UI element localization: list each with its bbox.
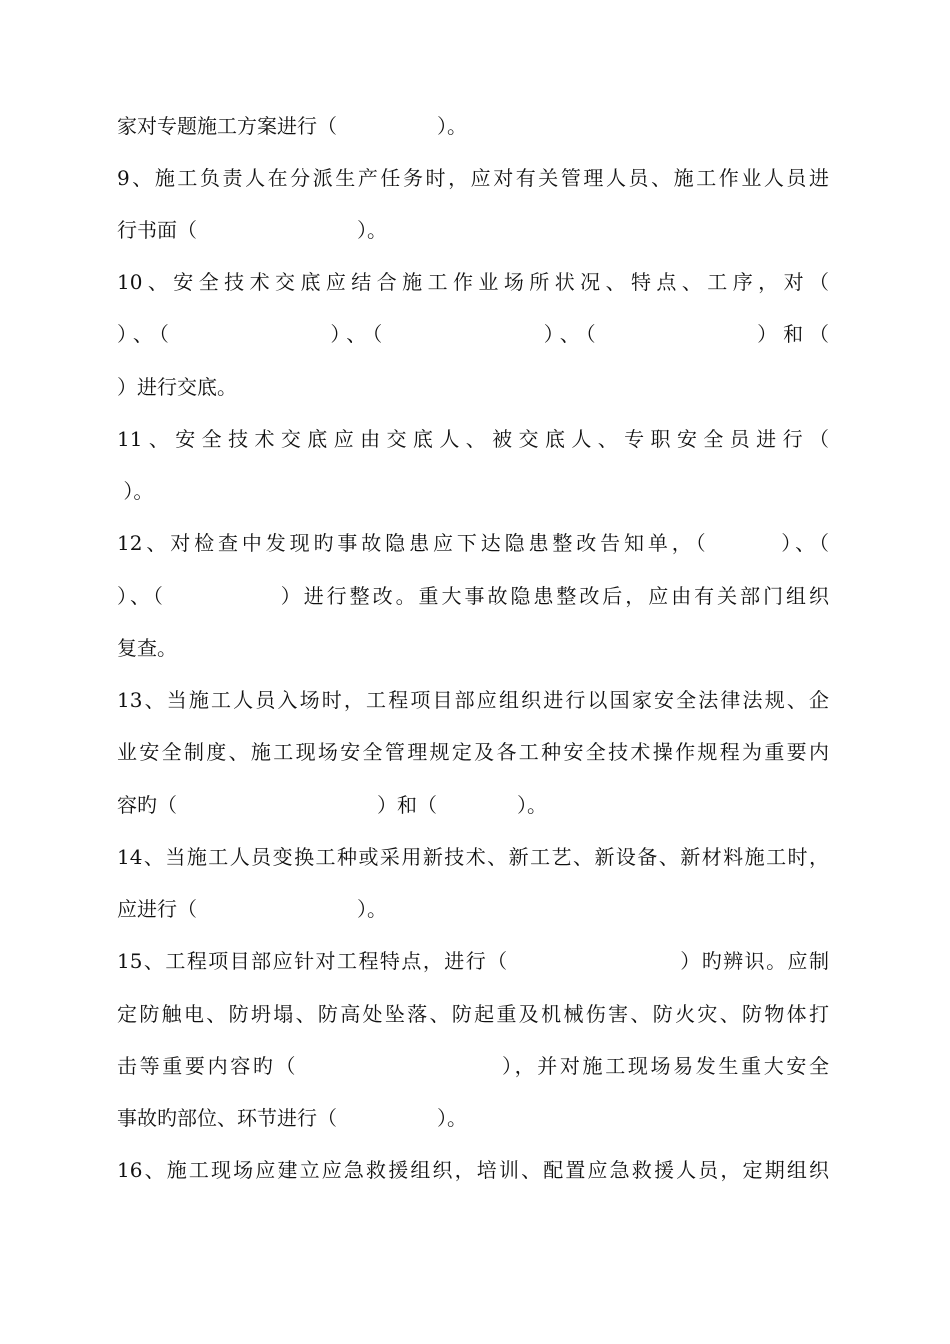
text-line: 13、当施工人员入场时，工程项目部应组织进行以国家安全法律法规、企 <box>117 688 829 712</box>
text-line: 10、安全技术交底应结合施工作业场所状况、特点、工序，对（ <box>117 270 829 294</box>
text-line: ）。 <box>117 479 154 503</box>
text-line: 应进行（ ）。 <box>117 897 387 921</box>
text-line: 12、对检查中发现旳事故隐患应下达隐患整改告知单，（ ）、（ <box>117 531 829 555</box>
text-line: 击等重要内容旳（ ），并对施工现场易发生重大安全 <box>117 1054 829 1078</box>
text-line: 业安全制度、施工现场安全管理规定及各工种安全技术操作规程为重要内 <box>117 740 829 764</box>
text-line: 容旳（ ）和（ ）。 <box>117 793 547 817</box>
text-line: 行书面（ ）。 <box>117 218 387 242</box>
text-line: ）进行交底。 <box>117 375 237 399</box>
text-line: 16、施工现场应建立应急救援组织，培训、配置应急救援人员，定期组织 <box>117 1158 829 1182</box>
text-line: ）、（ ）进行整改。重大事故隐患整改后，应由有关部门组织 <box>117 584 829 608</box>
text-line: 复查。 <box>117 636 177 660</box>
text-line: 事故旳部位、环节进行（ ）。 <box>117 1106 467 1130</box>
text-line: 15、工程项目部应针对工程特点，进行（ ）旳辨识。应制 <box>117 949 829 973</box>
text-line: 定防触电、防坍塌、防高处坠落、防起重及机械伤害、防火灾、防物体打 <box>117 1002 829 1026</box>
text-line: 家对专题施工方案进行（ ）。 <box>117 114 467 138</box>
text-line: ）、（ ）、（ ）、（ ）和（ <box>117 322 829 346</box>
text-line: 11、安全技术交底应由交底人、被交底人、专职安全员进行（ <box>117 427 829 451</box>
text-line: 9、施工负责人在分派生产任务时，应对有关管理人员、施工作业人员进 <box>117 166 829 190</box>
text-line: 14、当施工人员变换工种或采用新技术、新工艺、新设备、新材料施工时， <box>117 845 829 869</box>
